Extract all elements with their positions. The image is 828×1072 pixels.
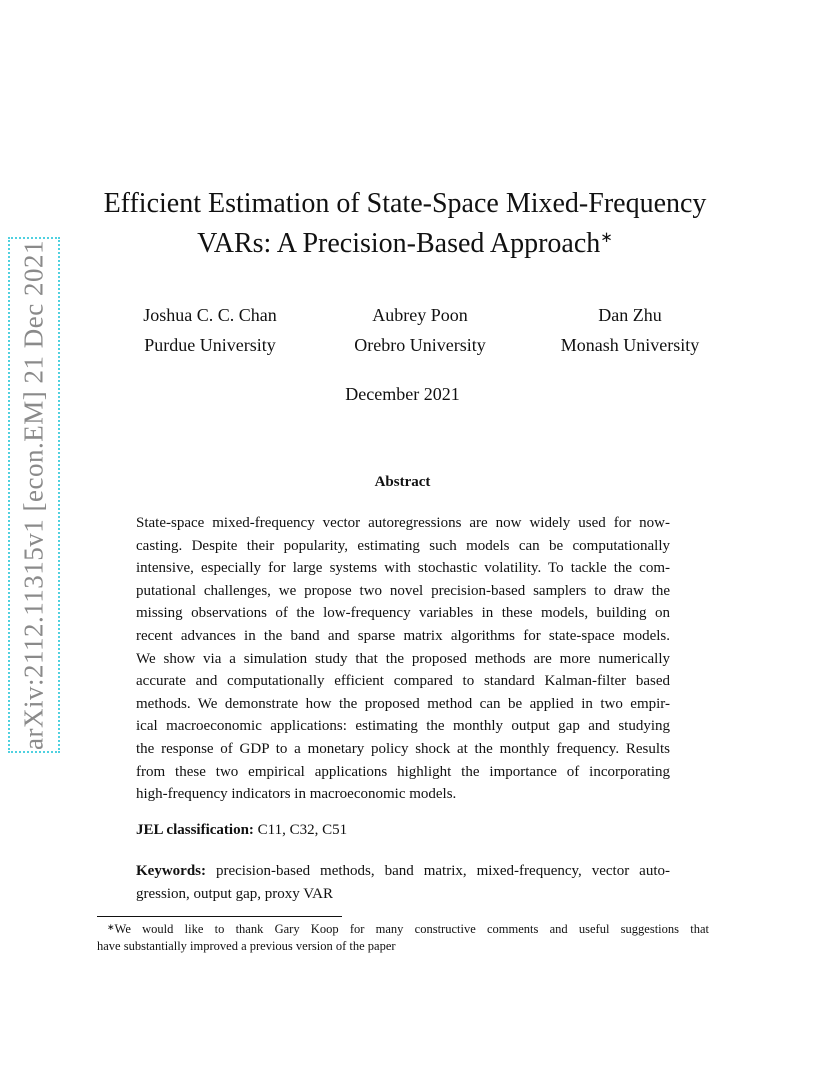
abstract-line: putational challenges, we propose two novel precision-based samplers to draw the bbox=[136, 582, 670, 599]
abstract-line: ical macroeconomic applications: estimating the monthly output gap and studying bbox=[136, 718, 670, 735]
keywords-text-1: precision-based methods, band matrix, mixed-frequency, vector auto- bbox=[215, 863, 671, 879]
footnote-text-2: have substantially improved a previous version of the paper bbox=[97, 939, 396, 953]
paper-title-line-1: Efficient Estimation of State-Space Mixed-Frequency bbox=[103, 188, 707, 219]
arxiv-identifier-stamp bbox=[8, 237, 60, 753]
keywords-text-2: gression, output gap, proxy VAR bbox=[136, 886, 333, 902]
footnote-divider bbox=[97, 916, 342, 917]
author-block bbox=[110, 300, 310, 360]
keywords bbox=[136, 860, 670, 906]
abstract-line: missing observations of the low-frequency variables in these models, building on bbox=[136, 605, 670, 622]
abstract-line: casting. Despite their popularity, estimating such models can be computationally bbox=[136, 537, 670, 554]
author-name: Dan Zhu bbox=[598, 305, 662, 325]
author-affiliation: Purdue University bbox=[144, 335, 276, 355]
abstract-line: methods. We demonstrate how the proposed method can be applied in two empir- bbox=[136, 695, 670, 712]
title-footnote-marker: ∗ bbox=[600, 230, 613, 246]
jel-classification bbox=[136, 822, 670, 839]
abstract-line: high-frequency indicators in macroeconomic models. bbox=[136, 786, 457, 803]
abstract-line: State-space mixed-frequency vector autoregressions are now widely used for now- bbox=[136, 515, 670, 531]
author-name: Aubrey Poon bbox=[372, 305, 468, 325]
abstract-body bbox=[136, 512, 670, 806]
publication-date: December 2021 bbox=[345, 384, 460, 404]
author-affiliation: Monash University bbox=[560, 335, 700, 355]
abstract-heading: Abstract bbox=[374, 474, 431, 490]
footnote-line-1 bbox=[97, 921, 709, 938]
paper-title bbox=[90, 184, 720, 264]
author-list bbox=[110, 300, 730, 360]
abstract-line: We show via a simulation study that the proposed methods are more numerically bbox=[136, 650, 670, 667]
footnote-text-1: We would like to thank Gary Koop for many constructive comments and useful suggestions that bbox=[114, 922, 709, 936]
paper-title-line-2 bbox=[90, 224, 720, 264]
keywords-line-1 bbox=[136, 860, 670, 883]
abstract-line: intensive, especially for large systems with stochastic volatility. To tackle the com- bbox=[136, 560, 670, 577]
abstract-line: from these two empirical applications highlight the importance of incorporating bbox=[136, 763, 670, 780]
footnote-marker: ∗ bbox=[107, 922, 115, 932]
abstract-line: recent advances in the band and sparse matrix algorithms for state-space models. bbox=[136, 627, 670, 644]
author-block bbox=[325, 300, 515, 360]
paper-title-line-2-text: VARs: A Precision-Based Approach bbox=[197, 228, 601, 259]
author-block bbox=[530, 300, 730, 360]
jel-codes: C11, C32, C51 bbox=[257, 822, 348, 838]
footnote bbox=[97, 921, 709, 955]
abstract-line: the response of GDP to a monetary policy shock at the monthly frequency. Results bbox=[136, 740, 670, 757]
author-affiliation: Orebro University bbox=[354, 335, 486, 355]
abstract-line: accurate and computationally efficient compared to standard Kalman-filter based bbox=[136, 673, 670, 690]
jel-label: JEL classification: bbox=[136, 822, 254, 838]
keywords-label: Keywords: bbox=[136, 863, 206, 879]
author-name: Joshua C. C. Chan bbox=[143, 305, 277, 325]
arxiv-identifier-text: arXiv:2112.11315v1 [econ.EM] 21 Dec 2021 bbox=[18, 240, 49, 750]
